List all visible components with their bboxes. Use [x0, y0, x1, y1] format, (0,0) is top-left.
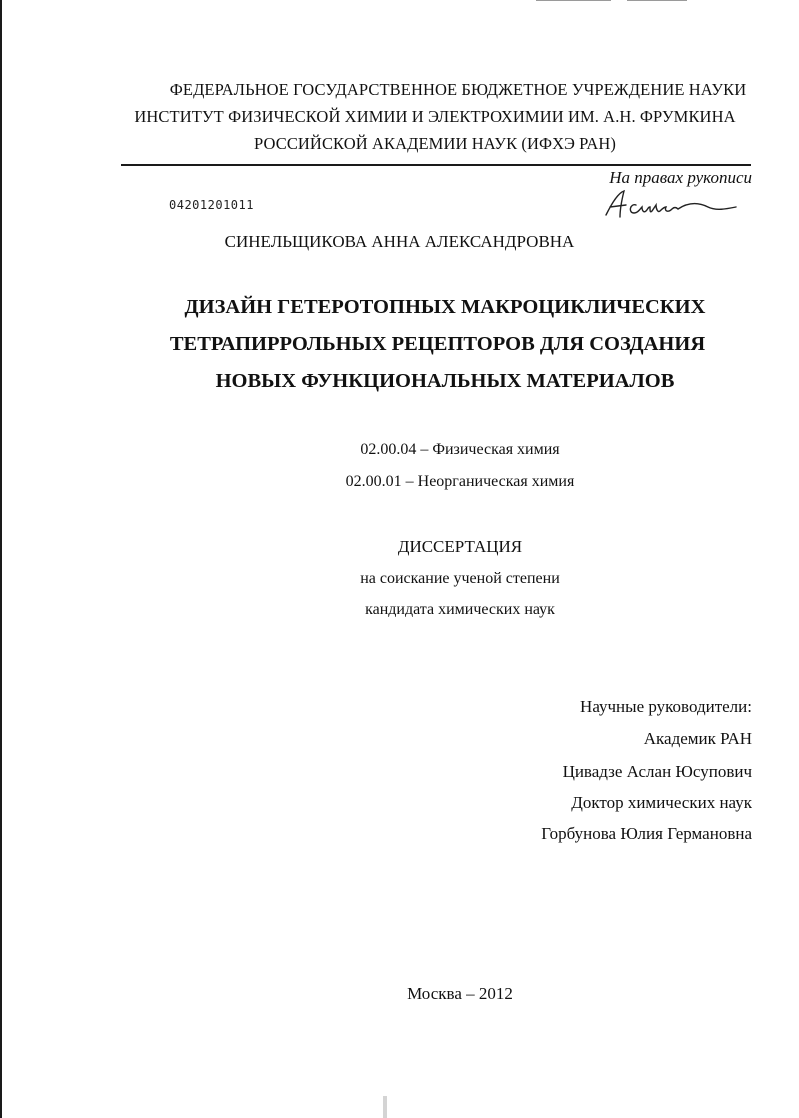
city-year: Москва – 2012: [407, 984, 513, 1003]
registration-number: 04201201011: [169, 198, 254, 212]
specialty-2: 02.00.01 – Неорганическая химия: [345, 473, 575, 490]
header-line-1: ФЕДЕРАЛЬНОЕ ГОСУДАРСТВЕННОЕ БЮДЖЕТНОЕ УЧРЕЖДЕНИЕ НАУКИ: [169, 80, 747, 99]
title-line-2: ТЕТРАПИРРОЛЬНЫХ РЕЦЕПТОРОВ ДЛЯ СОЗДАНИЯ: [169, 333, 706, 355]
header-line-3: РОССИЙСКОЙ АКАДЕМИИ НАУК (ИФХЭ РАН): [254, 134, 616, 153]
header-line-2: ИНСТИТУТ ФИЗИЧЕСКОЙ ХИМИИ И ЭЛЕКТРОХИМИИ ИМ. А.Н. ФРУМКИНА: [134, 107, 736, 126]
title-line-1: ДИЗАЙН ГЕТЕРОТОПНЫХ МАКРОЦИКЛИЧЕСКИХ: [184, 296, 706, 318]
signature: [600, 187, 740, 221]
scan-edge-left: [0, 0, 2, 1118]
title-line-3: НОВЫХ ФУНКЦИОНАЛЬНЫХ МАТЕРИАЛОВ: [215, 370, 675, 392]
degree-line-2: кандидата химических наук: [365, 601, 555, 618]
scan-mark-top-2: [627, 0, 687, 1]
supervisor-line: Горбунова Юлия Германовна: [541, 824, 752, 843]
author-name: СИНЕЛЬЩИКОВА АННА АЛЕКСАНДРОВНА: [224, 232, 575, 251]
degree-line-1: на соискание ученой степени: [360, 570, 560, 587]
scan-mark-bottom: [383, 1096, 387, 1118]
rights-note: На правах рукописи: [609, 168, 752, 187]
header-rule: [121, 164, 751, 166]
supervisor-line: Доктор химических наук: [571, 793, 752, 812]
supervisors-heading: Научные руководители:: [580, 697, 752, 716]
scan-mark-top-1: [536, 0, 611, 1]
document-type: ДИССЕРТАЦИЯ: [397, 537, 523, 556]
supervisor-line: Академик РАН: [643, 729, 752, 748]
supervisor-line: Цивадзе Аслан Юсупович: [562, 762, 752, 781]
specialty-1: 02.00.04 – Физическая химия: [360, 441, 560, 458]
